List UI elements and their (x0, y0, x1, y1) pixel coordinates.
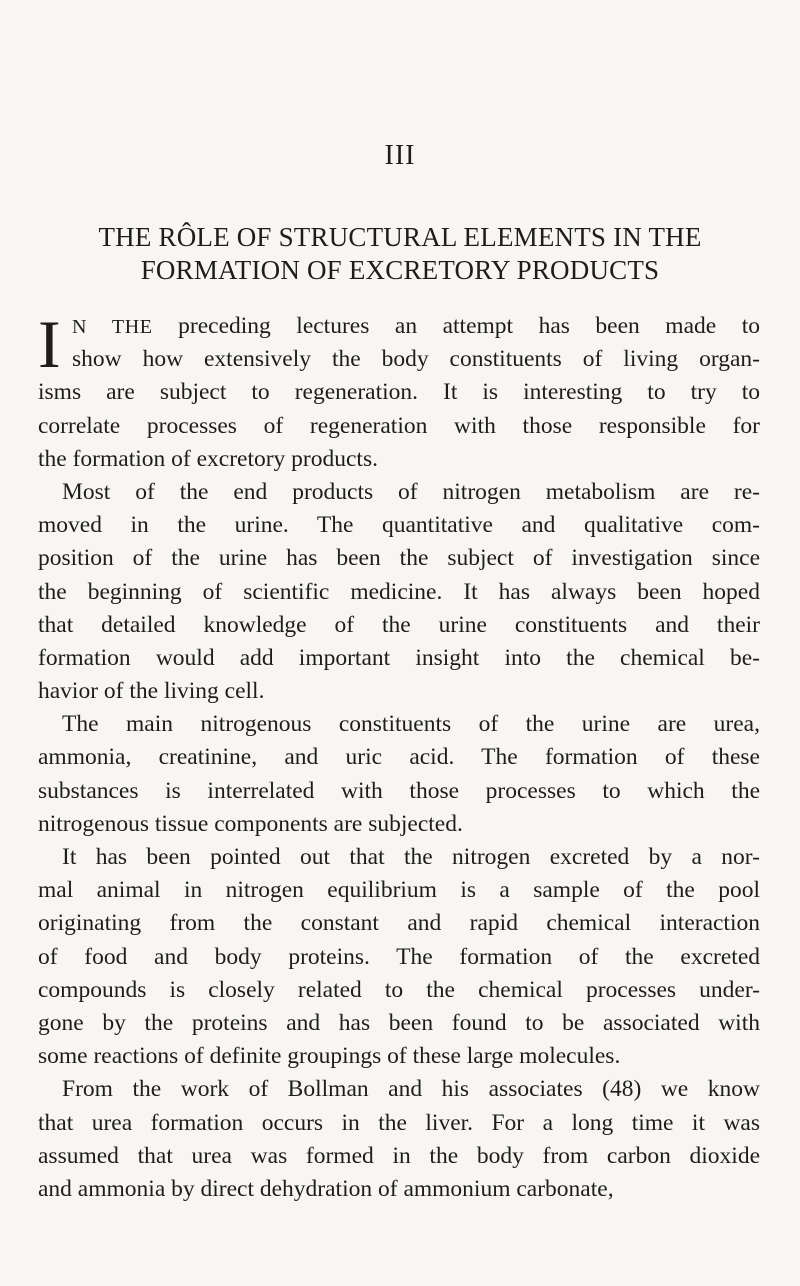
paragraph-line: and ammonia by direct dehydration of ammonium carbonate, (38, 1175, 614, 1202)
paragraph-line: assumed that urea was formed in the body from carbon dioxide (38, 1142, 760, 1169)
paragraph-line: some reactions of definite groupings of these large molecules. (38, 1043, 621, 1070)
paragraph-line: mal animal in nitrogen equilibrium is a sample of the pool (38, 877, 760, 904)
drop-cap: I (38, 306, 61, 382)
paragraph-line: correlate processes of regeneration with those responsible for (38, 412, 760, 439)
paragraph-line: substances is interrelated with those processes to which the (38, 777, 760, 804)
chapter-title-line-2: FORMATION OF EXCRETORY PRODUCTS (140, 255, 660, 285)
paragraph-line: Most of the end products of nitrogen metabolism are re- (62, 478, 760, 505)
paragraph-line: originating from the constant and rapid chemical interaction (38, 910, 760, 937)
paragraph-line: show how extensively the body constituents of living organ- (72, 346, 760, 373)
paragraph-line: that urea formation occurs in the liver. For a long time it was (38, 1109, 760, 1136)
paragraph-line: that detailed knowledge of the urine constituents and their (38, 611, 760, 638)
paragraph-line: compounds is closely related to the chemical processes under- (38, 976, 760, 1003)
body-text (38, 306, 760, 1206)
lead-in-caps: N THE (72, 316, 153, 338)
paragraph-2 (38, 476, 760, 708)
paragraph-line: havior of the living cell. (38, 678, 265, 705)
paragraph-line: gone by the proteins and has been found to be associated with (38, 1009, 760, 1036)
paragraph-line: It has been pointed out that the nitrogen excreted by a nor- (62, 844, 760, 870)
paragraph-line: ammonia, creatinine, and uric acid. The formation of these (38, 744, 760, 771)
paragraph-3 (38, 708, 760, 841)
paragraph-line: From the work of Bollman and his associates (48) we know (62, 1076, 760, 1103)
paragraph-5 (38, 1073, 760, 1206)
chapter-number: III (384, 140, 416, 171)
paragraph-line: position of the urine has been the subject of investigation since (38, 545, 760, 572)
paragraph-line: isms are subject to regeneration. It is interesting to try to (38, 379, 760, 406)
paragraph-line: the formation of excretory products. (38, 445, 378, 472)
paragraph-line: formation would add important insight into the chemical be- (38, 644, 760, 671)
paragraph-1 (38, 306, 760, 476)
line-text: preceding lectures an attempt has been made to (152, 313, 760, 339)
paragraph-line: the beginning of scientific medicine. It has always been hoped (38, 578, 760, 605)
paragraph-line (38, 310, 760, 343)
paragraph-line: The main nitrogenous constituents of the urine are urea, (62, 711, 760, 738)
chapter-title-line-1: THE RÔLE OF STRUCTURAL ELEMENTS IN THE (98, 222, 702, 252)
paragraph-4 (38, 841, 760, 1073)
paragraph-line: of food and body proteins. The formation of the excreted (38, 943, 760, 970)
paragraph-line: nitrogenous tissue components are subjected. (38, 810, 463, 837)
chapter-title (40, 221, 760, 287)
paragraph-line: moved in the urine. The quantitative and qualitative com- (38, 512, 760, 539)
